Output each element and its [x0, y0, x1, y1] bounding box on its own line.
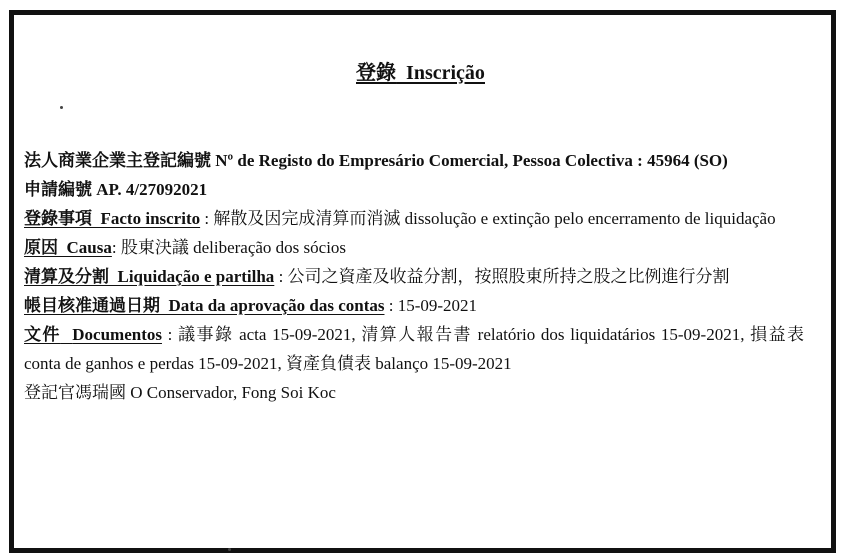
accounts-value: 15-09-2021 [397, 296, 478, 315]
accounts-sep: : [388, 296, 394, 315]
liquidation-value-zh: 公司之資產及收益分割，按照股東所持之股之比例進行分割 [287, 267, 730, 286]
liquidation-line [24, 262, 804, 291]
documents-value: 議事錄 acta 15-09-2021, 清算人報告書 relatório dos liquidatários 15-09-2021, 損益表 conta de ganhos e perdas 15-09-2021, 資產負債表 balanço 15-09-2021 [24, 325, 805, 373]
fact-line [24, 204, 804, 233]
liquidation-label-zh: 清算及分割 [24, 267, 109, 286]
cause-value-zh: 股東決議 [120, 238, 189, 257]
accounts-label [24, 296, 384, 315]
title-zh: 登錄 [356, 62, 397, 84]
conservator-line [24, 378, 804, 407]
cause-value-pt: deliberação dos sócios [193, 238, 347, 257]
cause-label-pt: Causa [66, 238, 112, 257]
application-line [24, 175, 804, 204]
document-title [0, 56, 841, 85]
cause-line [24, 233, 804, 262]
documents-label [24, 325, 162, 344]
fact-label-pt: Facto inscrito [100, 209, 201, 228]
registration-label-zh: 法人商業企業主登記編號 [24, 151, 211, 170]
documents-sep: : [167, 325, 173, 344]
liquidation-sep: : [278, 267, 284, 286]
registration-value: 45964 (SO) [647, 151, 728, 170]
documents-label-pt: Documentos [72, 325, 162, 344]
cause-label-zh: 原因 [24, 238, 58, 257]
liquidation-label-pt: Liquidação e partilha [117, 267, 275, 286]
accounts-line [24, 291, 804, 320]
registration-label-pt: Nº de Registo do Empresário Comercial, Pessoa Colectiva : [215, 151, 643, 170]
registration-line [24, 146, 804, 175]
fact-value-pt: dissolução e extinção pelo encerramento de liquidação [404, 209, 776, 228]
cause-sep: : [111, 238, 117, 257]
scan-speck [60, 106, 63, 109]
fact-sep: : [204, 209, 210, 228]
cause-label [24, 238, 112, 257]
conservator-value: O Conservador, Fong Soi Koc [130, 383, 336, 402]
conservator-label-zh: 登記官馮瑞國 [24, 383, 126, 402]
application-label-zh: 申請編號 [24, 180, 92, 199]
title-pt: Inscrição [406, 62, 485, 84]
application-value: AP. 4/27092021 [96, 180, 208, 199]
documents-line [24, 320, 804, 378]
documents-label-zh: 文件 [24, 325, 61, 344]
fact-label-zh: 登錄事項 [24, 209, 92, 228]
fact-label [24, 209, 200, 228]
liquidation-label [24, 267, 274, 286]
accounts-label-zh: 帳目核准通過日期 [24, 296, 160, 315]
scan-speck [228, 548, 231, 551]
fact-value-zh: 解散及因完成清算而消滅 [213, 209, 401, 228]
document-body [24, 146, 804, 407]
accounts-label-pt: Data da aprovação das contas [168, 296, 385, 315]
